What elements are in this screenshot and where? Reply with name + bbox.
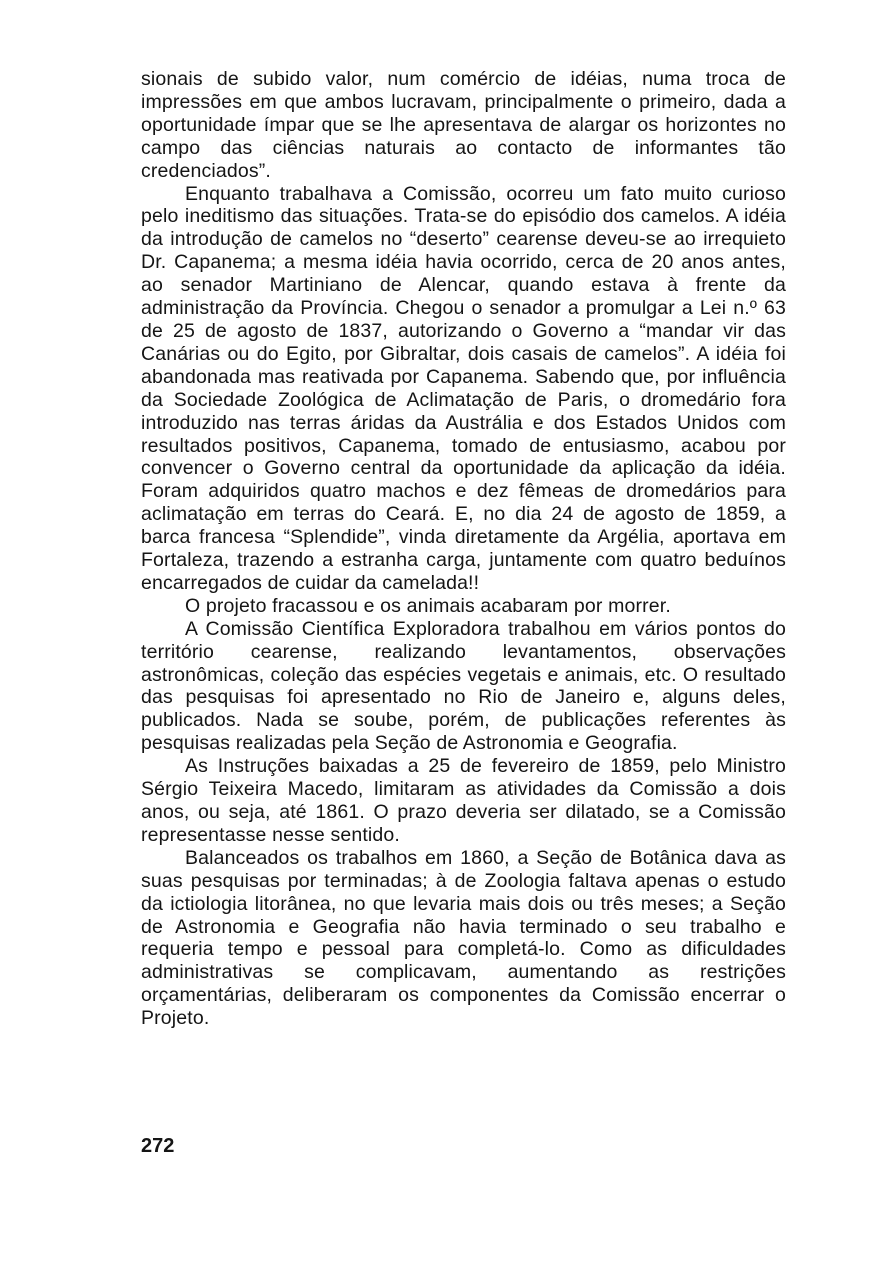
- paragraph-1: sionais de subido valor, num comércio de idéias, numa troca de impressões em que ambos lucravam, principalmente o primeiro, dada a oportunidade ímpar que se lhe apresentava de alargar os horizontes no campo das ciências naturais ao contacto de informantes tão credenciados”.: [141, 68, 786, 182]
- paragraph-6: Balanceados os trabalhos em 1860, a Seção de Botânica dava as suas pesquisas por terminadas; à de Zoologia faltava apenas o estudo da ictiologia litorânea, no que levaria mais dois ou três meses; a Seção de Astronomia e Geografia não havia terminado o seu trabalho e requeria tempo e pessoal para completá-lo. Como as dificuldades administrativas se complicavam, aumentando as restrições orçamentárias, deliberaram os componentes da Comissão encerrar o Projeto.: [141, 846, 786, 1030]
- paragraph-4: A Comissão Científica Exploradora trabalhou em vários pontos do território cearense, realizando levantamentos, observações astronômicas, coleção das espécies vegetais e animais, etc. O resultado das pesquisas foi apresentado no Rio de Janeiro e, alguns deles, publicados. Nada se soube, porém, de publicações referentes às pesquisas realizadas pela Seção de Astronomia e Geografia.: [141, 617, 786, 755]
- paragraph-2: Enquanto trabalhava a Comissão, ocorreu um fato muito curioso pelo ineditismo das situações. Trata-se do episódio dos camelos. A idéia da introdução de camelos no “deserto” cearense deveu-se ao irrequieto Dr. Capanema; a mesma idéia havia ocorrido, cerca de 20 anos antes, ao senador Martiniano de Alencar, quando estava à frente da administração da Província. Chegou o senador a promulgar a Lei n.º 63 de 25 de agosto de 1837, autorizando o Governo a “mandar vir das Canárias ou do Egito, por Gibraltar, dois casais de camelos”. A idéia foi abandonada mas reativada por Capanema. Sabendo que, por influência da Sociedade Zoológica de Aclimatação de Paris, o dromedário fora introduzido nas terras áridas da Austrália e dos Estados Unidos com resultados positivos, Capanema, tomado de entusiasmo, acabou por convencer o Governo central da oportunidade da aplicação da idéia. Foram adquiridos quatro machos e dez fêmeas de dromedários para aclimatação em terras do Ceará. E, no dia 24 de agosto de 1859, a barca francesa “Splendide”, vinda diretamente da Argélia, aportava em Fortaleza, trazendo a estranha carga, juntamente com quatro beduínos encarregados de cuidar da camelada!!: [141, 182, 786, 594]
- paragraph-3: O projeto fracassou e os animais acabaram por morrer.: [185, 594, 671, 617]
- page-body: [141, 68, 786, 1030]
- paragraph-5: As Instruções baixadas a 25 de fevereiro de 1859, pelo Ministro Sérgio Teixeira Macedo, limitaram as atividades da Comissão a dois anos, ou seja, até 1861. O prazo deveria ser dilatado, se a Comissão representasse nesse sentido.: [141, 755, 786, 846]
- page-number: 272: [141, 1135, 175, 1157]
